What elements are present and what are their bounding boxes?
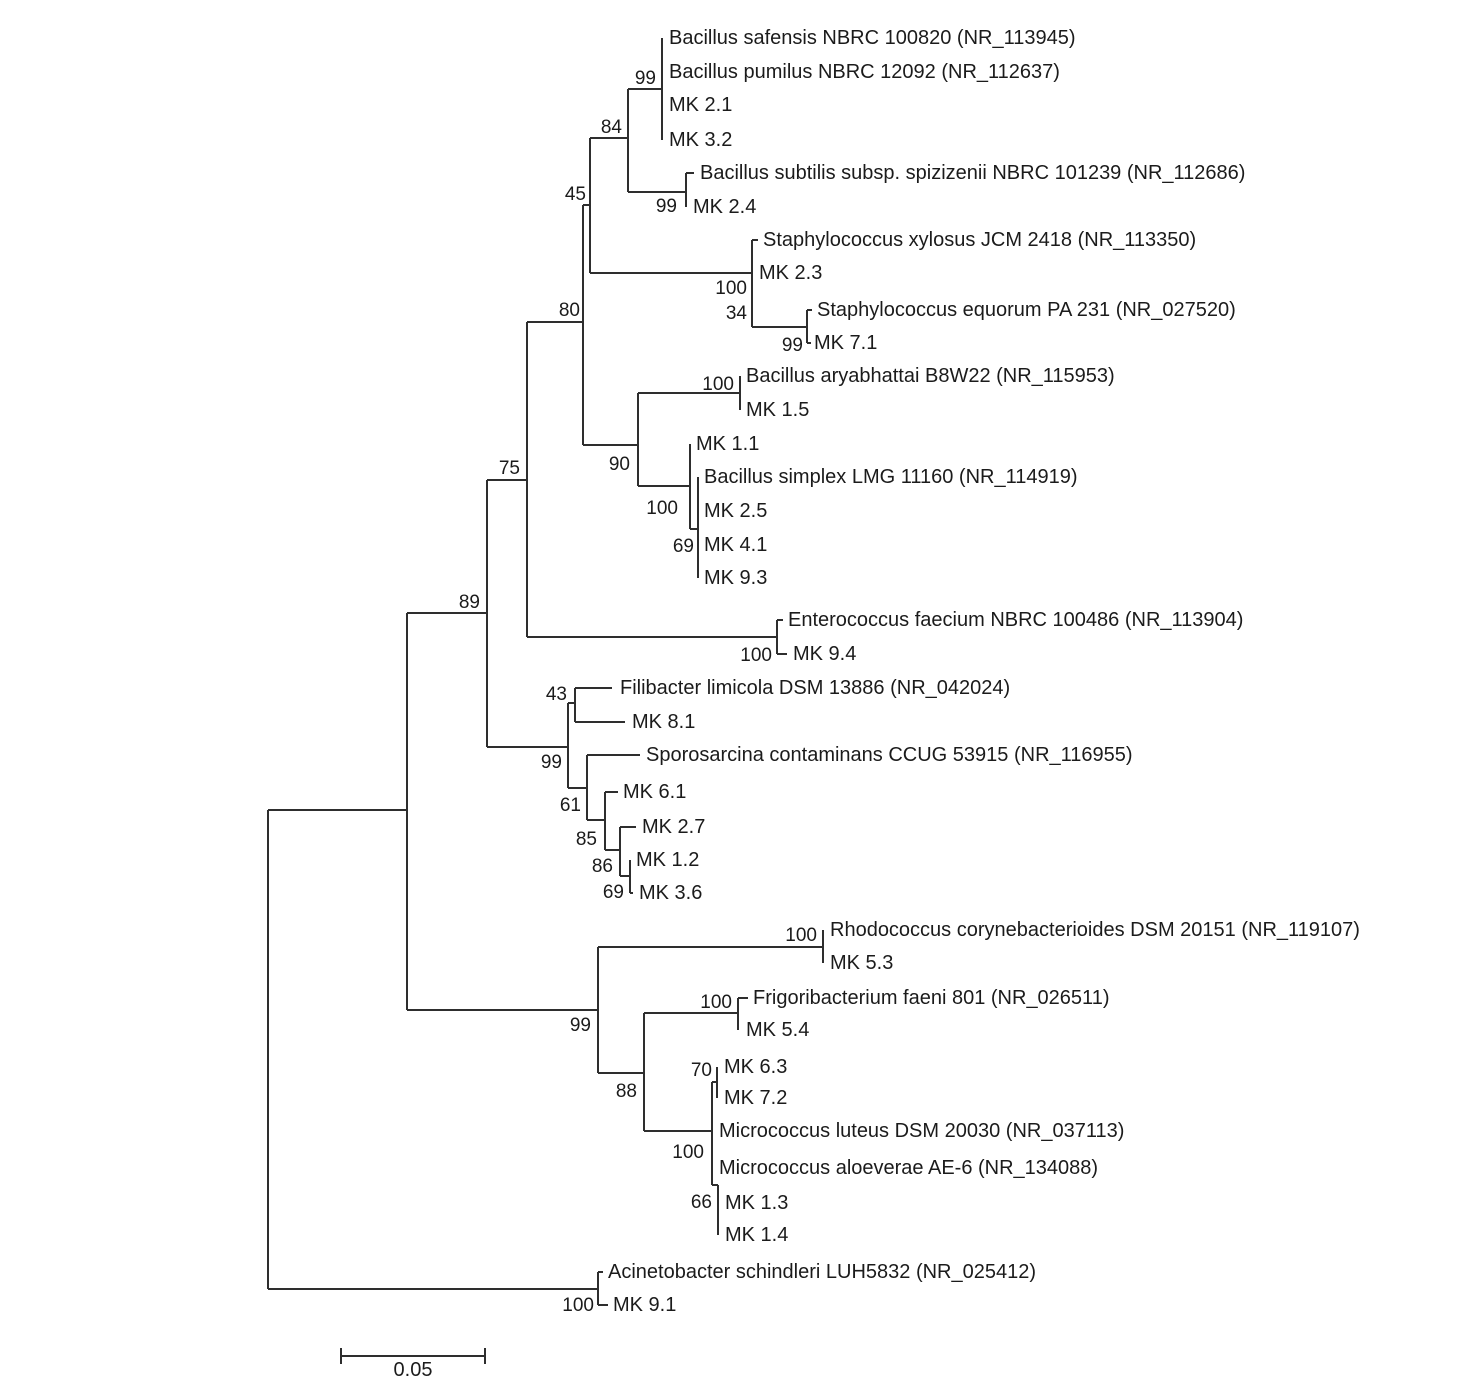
taxon-label: MK 8.1 — [632, 711, 696, 733]
bootstrap-value: 99 — [569, 1015, 591, 1036]
tree-branches — [268, 38, 823, 1305]
taxon-labels — [608, 27, 1360, 1316]
taxon-label: MK 2.4 — [693, 196, 757, 218]
bootstrap-value: 43 — [545, 684, 567, 705]
taxon-label: MK 1.2 — [636, 849, 700, 871]
bootstrap-value: 34 — [725, 303, 747, 324]
bootstrap-value: 86 — [591, 856, 613, 877]
taxon-label: MK 7.1 — [814, 332, 878, 354]
bootstrap-value: 100 — [672, 1142, 704, 1163]
taxon-label: Enterococcus faecium NBRC 100486 (NR_113904) — [788, 609, 1244, 631]
taxon-label: MK 9.4 — [793, 643, 857, 665]
taxon-label: MK 9.3 — [704, 567, 768, 589]
taxon-label: MK 1.3 — [725, 1192, 789, 1214]
taxon-label: MK 6.3 — [724, 1056, 788, 1078]
scale-bar — [341, 1348, 485, 1381]
taxon-label: Sporosarcina contaminans CCUG 53915 (NR_116955) — [646, 744, 1133, 766]
scale-bar-label: 0.05 — [393, 1359, 433, 1381]
bootstrap-value: 89 — [458, 592, 480, 613]
taxon-label: MK 1.4 — [725, 1224, 789, 1246]
bootstrap-value: 100 — [740, 645, 772, 666]
bootstrap-value: 69 — [602, 882, 624, 903]
taxon-label: MK 3.6 — [639, 882, 703, 904]
taxon-label: Acinetobacter schindleri LUH5832 (NR_025412) — [608, 1261, 1037, 1283]
taxon-label: MK 5.4 — [746, 1019, 810, 1041]
bootstrap-value: 69 — [672, 536, 694, 557]
taxon-label: Staphylococcus equorum PA 231 (NR_027520) — [817, 299, 1236, 321]
bootstrap-value: 70 — [690, 1060, 712, 1081]
bootstrap-value: 100 — [646, 498, 678, 519]
bootstrap-value: 100 — [715, 278, 747, 299]
taxon-label: Bacillus simplex LMG 11160 (NR_114919) — [704, 466, 1078, 488]
taxon-label: Bacillus subtilis subsp. spizizenii NBRC 101239 (NR_112686) — [700, 162, 1246, 184]
taxon-label: Filibacter limicola DSM 13886 (NR_042024) — [620, 677, 1011, 699]
taxon-label: Bacillus safensis NBRC 100820 (NR_113945) — [669, 27, 1076, 49]
bootstrap-value: 88 — [615, 1081, 637, 1102]
taxon-label: Micrococcus luteus DSM 20030 (NR_037113) — [719, 1120, 1125, 1142]
taxon-label: MK 2.7 — [642, 816, 706, 838]
taxon-label: Staphylococcus xylosus JCM 2418 (NR_113350) — [763, 229, 1197, 251]
bootstrap-value: 99 — [634, 68, 656, 89]
taxon-label: MK 9.1 — [613, 1294, 677, 1316]
bootstrap-value: 61 — [559, 795, 581, 816]
taxon-label: Micrococcus aloeverae AE-6 (NR_134088) — [719, 1157, 1099, 1179]
bootstrap-value: 90 — [608, 454, 630, 475]
bootstrap-value: 45 — [564, 184, 586, 205]
bootstrap-value: 100 — [562, 1295, 594, 1316]
taxon-label: MK 2.5 — [704, 500, 768, 522]
taxon-label: MK 3.2 — [669, 129, 733, 151]
bootstrap-value: 100 — [785, 925, 817, 946]
bootstrap-value: 99 — [540, 752, 562, 773]
taxon-label: MK 5.3 — [830, 952, 894, 974]
taxon-label: MK 1.5 — [746, 399, 810, 421]
taxon-label: MK 1.1 — [696, 433, 760, 455]
taxon-label: MK 2.3 — [759, 262, 823, 284]
bootstrap-value: 99 — [781, 335, 803, 356]
taxon-label: Bacillus pumilus NBRC 12092 (NR_112637) — [669, 61, 1060, 83]
bootstrap-value: 100 — [702, 374, 734, 395]
bootstrap-value: 85 — [575, 829, 597, 850]
taxon-label: Bacillus aryabhattai B8W22 (NR_115953) — [746, 365, 1115, 387]
taxon-label: MK 7.2 — [724, 1087, 788, 1109]
bootstrap-value: 80 — [558, 300, 580, 321]
taxon-label: MK 4.1 — [704, 534, 768, 556]
taxon-label: Rhodococcus corynebacterioides DSM 20151 (NR_119107) — [830, 919, 1360, 941]
bootstrap-value: 99 — [655, 196, 677, 217]
taxon-label: MK 2.1 — [669, 94, 733, 116]
bootstrap-value: 84 — [600, 117, 622, 138]
taxon-label: MK 6.1 — [623, 781, 687, 803]
taxon-label: Frigoribacterium faeni 801 (NR_026511) — [753, 987, 1110, 1009]
bootstrap-value: 75 — [498, 458, 520, 479]
bootstrap-value: 66 — [690, 1192, 712, 1213]
bootstrap-value: 100 — [700, 992, 732, 1013]
